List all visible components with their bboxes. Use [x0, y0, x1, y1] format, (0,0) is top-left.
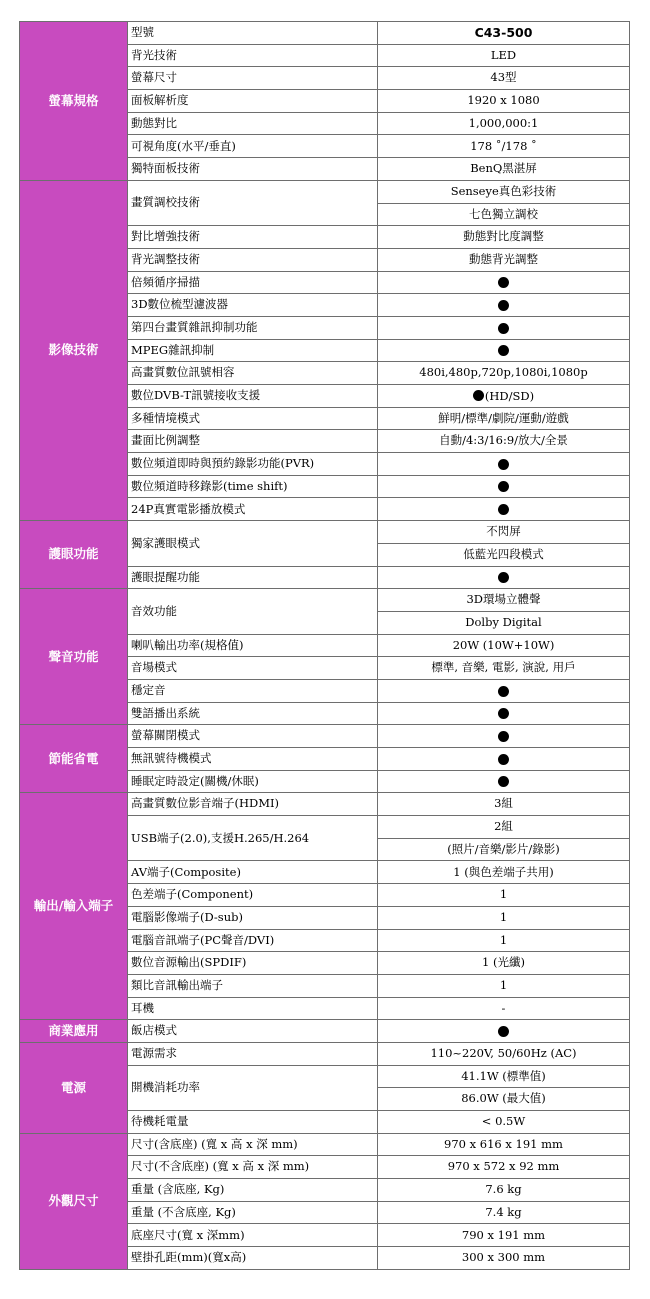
spec-label: 壁掛孔距(mm)(寬x高): [128, 1247, 378, 1270]
spec-row: [20, 1133, 630, 1156]
spec-label: 24P真實電影播放模式: [128, 498, 378, 521]
spec-value: [378, 135, 630, 158]
spec-label: 重量 (含底座, Kg): [128, 1179, 378, 1202]
spec-value-text: < 0.5W: [481, 1114, 526, 1129]
spec-value-text: (照片/音樂/影片/錄影): [447, 841, 560, 856]
spec-value: [378, 112, 630, 135]
spec-value-text: 動態背光調整: [469, 251, 538, 266]
spec-value: [378, 1247, 630, 1270]
spec-row: [20, 793, 630, 816]
spec-value: [378, 1042, 630, 1065]
filled-circle-icon: [498, 1026, 509, 1037]
spec-label: 數位DVB-T訊號接收支援: [128, 385, 378, 408]
spec-value-text: 41.1W (標準值): [461, 1068, 546, 1083]
spec-label: 尺寸(不含底座) (寬 x 高 x 深 mm): [128, 1156, 378, 1179]
spec-row: [20, 725, 630, 748]
spec-label: 睡眠定時設定(關機/休眠): [128, 770, 378, 793]
spec-row: [20, 589, 630, 612]
spec-value: [378, 248, 630, 271]
spec-label: USB端子(2.0),支援H.265/H.264: [128, 816, 378, 861]
spec-value-text: Senseye真色彩技術: [450, 183, 557, 198]
spec-value-text: 1: [499, 932, 508, 947]
spec-value-text: C43-500: [474, 24, 533, 40]
spec-value-text: 1 (光纖): [482, 955, 525, 970]
spec-value: [378, 1133, 630, 1156]
category-label: 電源: [20, 1042, 128, 1133]
spec-label: 音場模式: [128, 657, 378, 680]
spec-value: [378, 906, 630, 929]
spec-label: 背光技術: [128, 44, 378, 67]
filled-circle-icon: [498, 572, 509, 583]
category-label: 聲音功能: [20, 589, 128, 725]
spec-label: 型號: [128, 22, 378, 45]
spec-value-text: 300 x 300 mm: [461, 1250, 546, 1265]
spec-label: 數位頻道時移錄影(time shift): [128, 475, 378, 498]
spec-label: 數位頻道即時與預約錄影功能(PVR): [128, 453, 378, 476]
spec-value-text: 480i,480p,720p,1080i,1080p: [419, 365, 588, 380]
spec-value: [378, 22, 630, 45]
filled-circle-icon: [498, 776, 509, 787]
filled-circle-icon: [498, 504, 509, 515]
spec-value-text: 1920 x 1080: [467, 93, 540, 108]
spec-label: 喇叭輸出功率(規格值): [128, 634, 378, 657]
spec-value: [378, 634, 630, 657]
spec-label: 穩定音: [128, 679, 378, 702]
spec-label: 電腦音訊端子(PC聲音/DVI): [128, 929, 378, 952]
spec-label: 3D數位梳型濾波器: [128, 294, 378, 317]
filled-circle-icon: [498, 686, 509, 697]
spec-value-text: 七色獨立調校: [469, 206, 538, 221]
spec-value: [378, 385, 630, 408]
filled-circle-icon: [498, 459, 509, 470]
spec-table: [19, 21, 630, 1270]
spec-label: 電源需求: [128, 1042, 378, 1065]
spec-label: 畫質調校技術: [128, 180, 378, 225]
filled-circle-icon: [498, 708, 509, 719]
spec-label: 電腦影像端子(D-sub): [128, 906, 378, 929]
spec-label: 螢幕尺寸: [128, 67, 378, 90]
spec-value: [378, 90, 630, 113]
filled-circle-icon: [498, 754, 509, 765]
spec-value: [378, 589, 630, 612]
spec-value: [378, 67, 630, 90]
category-label: 護眼功能: [20, 521, 128, 589]
supported-cell: [378, 316, 630, 339]
spec-label: 重量 (不含底座, Kg): [128, 1201, 378, 1224]
spec-value: [378, 407, 630, 430]
spec-value: [378, 1065, 630, 1088]
spec-value-text: 20W (10W+10W): [452, 637, 555, 652]
spec-value-text: LED: [490, 47, 517, 62]
spec-label: 倍頻循序掃描: [128, 271, 378, 294]
spec-row: [20, 521, 630, 544]
spec-label: 護眼提醒功能: [128, 566, 378, 589]
supported-cell: [378, 453, 630, 476]
spec-value: [378, 611, 630, 634]
spec-value-text: 1: [499, 977, 508, 992]
spec-value-text: 970 x 616 x 191 mm: [444, 1136, 563, 1151]
spec-value-text: (HD/SD): [484, 388, 535, 403]
supported-cell: [378, 770, 630, 793]
spec-value: [378, 203, 630, 226]
spec-label: 無訊號待機模式: [128, 748, 378, 771]
spec-label: 數位音源輸出(SPDIF): [128, 952, 378, 975]
spec-label: 高畫質數位影音端子(HDMI): [128, 793, 378, 816]
spec-label: 色差端子(Component): [128, 884, 378, 907]
category-label: 節能省電: [20, 725, 128, 793]
spec-value-text: 動態對比度調整: [463, 229, 544, 244]
spec-value: [378, 226, 630, 249]
spec-label: 耳機: [128, 997, 378, 1020]
spec-value: [378, 1088, 630, 1111]
spec-value: [378, 997, 630, 1020]
spec-label: 可視角度(水平/垂直): [128, 135, 378, 158]
spec-value: [378, 793, 630, 816]
filled-circle-icon: [498, 345, 509, 356]
spec-value-text: BenQ黑湛屏: [470, 161, 537, 176]
supported-cell: [378, 566, 630, 589]
filled-circle-icon: [498, 731, 509, 742]
spec-label: AV端子(Composite): [128, 861, 378, 884]
spec-label: 動態對比: [128, 112, 378, 135]
spec-label: 音效功能: [128, 589, 378, 634]
spec-value: [378, 974, 630, 997]
spec-value-text: 鮮明/標準/劇院/運動/遊戲: [438, 410, 569, 425]
filled-circle-icon: [498, 481, 509, 492]
spec-value-text: 低藍光四段模式: [463, 546, 544, 561]
spec-label: 螢幕關閉模式: [128, 725, 378, 748]
spec-value-text: 自動/4:3/16:9/放大/全景: [439, 433, 568, 448]
spec-value: [378, 180, 630, 203]
spec-value: [378, 1201, 630, 1224]
spec-value-text: 3組: [494, 796, 513, 811]
spec-label: 第四台畫質雜訊抑制功能: [128, 316, 378, 339]
spec-value-text: 110~220V, 50/60Hz (AC): [430, 1046, 577, 1061]
spec-value-text: -: [501, 1000, 506, 1015]
supported-cell: [378, 271, 630, 294]
spec-value-text: 1: [499, 887, 508, 902]
filled-circle-icon: [498, 300, 509, 311]
spec-value: [378, 657, 630, 680]
spec-label: 雙語播出系統: [128, 702, 378, 725]
spec-value: [378, 543, 630, 566]
spec-value-text: 3D環場立體聲: [466, 592, 541, 607]
spec-value: [378, 44, 630, 67]
spec-value: [378, 838, 630, 861]
filled-circle-icon: [498, 323, 509, 334]
supported-cell: [378, 339, 630, 362]
spec-label: 多種情境模式: [128, 407, 378, 430]
spec-value: [378, 430, 630, 453]
supported-cell: [378, 1020, 630, 1043]
supported-cell: [378, 702, 630, 725]
spec-value: [378, 861, 630, 884]
spec-row: [20, 22, 630, 45]
spec-label: 獨家護眼模式: [128, 521, 378, 566]
category-label: 輸出/輸入端子: [20, 793, 128, 1020]
spec-value-text: 2組: [494, 819, 513, 834]
supported-cell: [378, 725, 630, 748]
supported-cell: [378, 748, 630, 771]
spec-value-text: 970 x 572 x 92 mm: [447, 1159, 560, 1174]
filled-circle-icon: [473, 390, 484, 401]
spec-value: [378, 1224, 630, 1247]
spec-table-body: [20, 22, 630, 1270]
category-label: 螢幕規格: [20, 22, 128, 181]
spec-label: 類比音訊輸出端子: [128, 974, 378, 997]
supported-cell: [378, 294, 630, 317]
category-label: 商業應用: [20, 1020, 128, 1043]
category-label: 外觀尺寸: [20, 1133, 128, 1269]
spec-label: 面板解析度: [128, 90, 378, 113]
category-label: 影像技術: [20, 180, 128, 520]
spec-value-text: 1: [499, 909, 508, 924]
spec-value: [378, 929, 630, 952]
supported-cell: [378, 475, 630, 498]
spec-value: [378, 1156, 630, 1179]
spec-value-text: 86.0W (最大值): [461, 1091, 546, 1106]
spec-label: 待機耗電量: [128, 1111, 378, 1134]
spec-label: 尺寸(含底座) (寬 x 高 x 深 mm): [128, 1133, 378, 1156]
spec-value: [378, 1179, 630, 1202]
filled-circle-icon: [498, 277, 509, 288]
spec-value-text: 178 ˚/178 ˚: [470, 138, 537, 153]
spec-value: [378, 952, 630, 975]
supported-cell: [378, 679, 630, 702]
spec-value-text: 790 x 191 mm: [461, 1227, 546, 1242]
supported-cell: [378, 498, 630, 521]
spec-value-text: 1,000,000:1: [468, 115, 539, 130]
spec-value-text: 不閃屏: [486, 524, 521, 539]
spec-label: MPEG雜訊抑制: [128, 339, 378, 362]
spec-value-text: 7.6 kg: [485, 1182, 522, 1197]
spec-value: [378, 362, 630, 385]
spec-value: [378, 816, 630, 839]
spec-label: 獨特面板技術: [128, 158, 378, 181]
spec-label: 飯店模式: [128, 1020, 378, 1043]
spec-row: [20, 1042, 630, 1065]
spec-label: 畫面比例調整: [128, 430, 378, 453]
spec-value: [378, 158, 630, 181]
spec-value: [378, 1111, 630, 1134]
spec-label: 背光調整技術: [128, 248, 378, 271]
spec-value-text: 7.4 kg: [485, 1204, 522, 1219]
spec-value: [378, 884, 630, 907]
spec-value-text: Dolby Digital: [465, 614, 542, 629]
spec-label: 底座尺寸(寬 x 深mm): [128, 1224, 378, 1247]
spec-value-text: 標準, 音樂, 電影, 演說, 用戶: [431, 660, 576, 675]
spec-label: 高畫質數位訊號相容: [128, 362, 378, 385]
spec-value: [378, 521, 630, 544]
spec-label: 開機消耗功率: [128, 1065, 378, 1110]
spec-label: 對比增強技術: [128, 226, 378, 249]
spec-row: [20, 180, 630, 203]
spec-value-text: 1 (與色差端子共用): [453, 864, 554, 879]
spec-row: [20, 1020, 630, 1043]
spec-value-text: 43型: [490, 70, 517, 85]
